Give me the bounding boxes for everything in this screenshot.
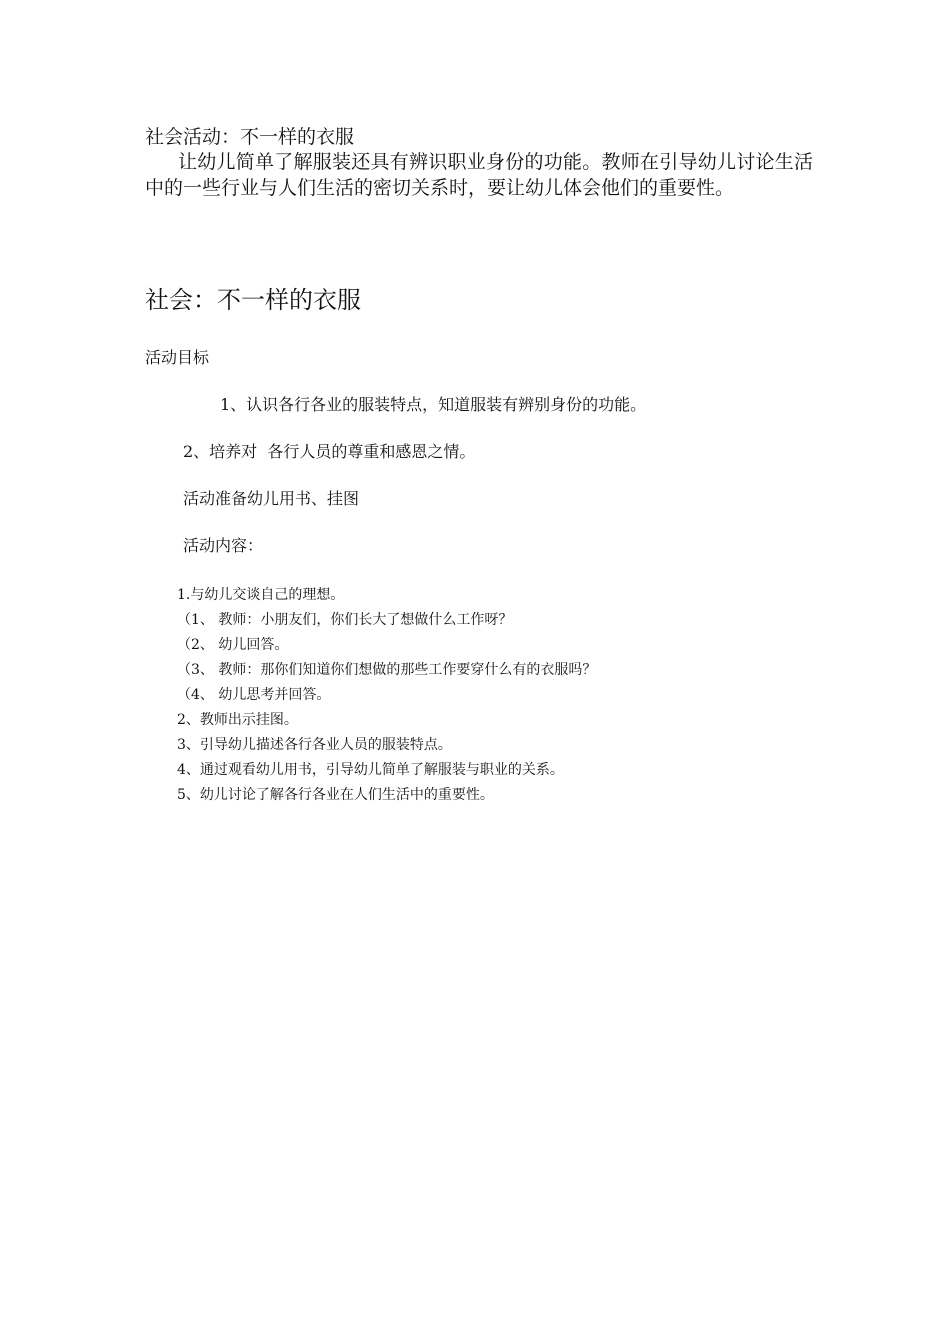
goal-item: 2、培养对 各行人员的尊重和感恩之情。: [183, 442, 476, 461]
list-item: （4、 幼儿思考并回答。: [177, 687, 331, 703]
list-item: 3、引导幼儿描述各行各业人员的服装特点。: [177, 737, 452, 753]
list-item: （1、 教师：小朋友们，你们长大了想做什么工作呀？: [177, 612, 513, 628]
content-steps-list: [177, 583, 596, 808]
intro-paragraph: 让幼儿简单了解服装还具有辨识职业身份的功能。教师在引导幼儿讨论生活中的一些行业与人们生活的密切关系时，要让幼儿体会他们的重要性。: [145, 151, 813, 199]
lesson-title: 社会：不一样的衣服: [145, 286, 361, 314]
list-item: 1.与幼儿交谈自己的理想。: [177, 587, 345, 603]
goals-heading: 活动目标: [145, 348, 210, 367]
list-item: （3、 教师：那你们知道你们想做的那些工作要穿什么有的衣服吗？: [177, 662, 597, 678]
list-item: 4、通过观看幼儿用书，引导幼儿简单了解服装与职业的关系。: [177, 762, 564, 778]
preparation-line: 活动准备幼儿用书、挂图: [183, 489, 360, 508]
goal-item: 1、认识各行各业的服装特点，知道服装有辨别身份的功能。: [220, 395, 647, 414]
intro-title: 社会活动：不一样的衣服: [145, 126, 355, 148]
list-item: 5、幼儿讨论了解各行各业在人们生活中的重要性。: [177, 787, 494, 803]
list-item: 2、教师出示挂图。: [177, 712, 298, 728]
content-heading: 活动内容：: [183, 536, 264, 555]
list-item: （2、 幼儿回答。: [177, 637, 289, 653]
